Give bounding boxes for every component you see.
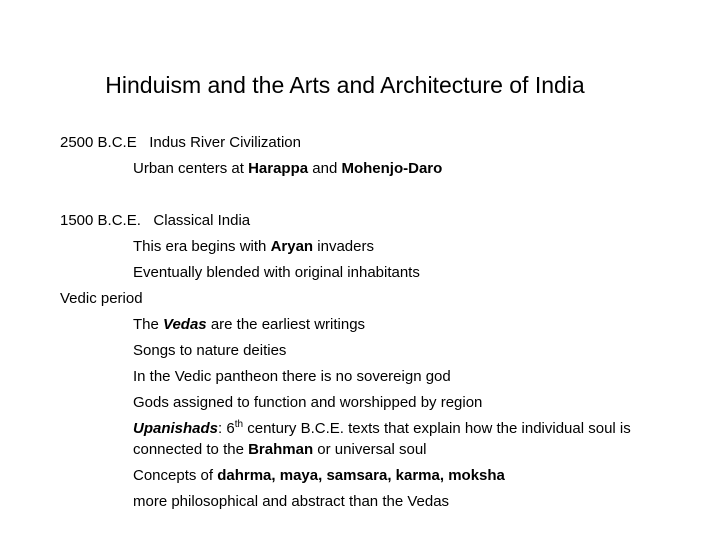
concepts-prefix: Concepts of: [133, 467, 218, 484]
classical-heading-line: [60, 208, 700, 234]
century-text: century B.C.E. texts that explain how the individual soul is connected to the: [133, 420, 631, 458]
vedas-line: [60, 312, 700, 338]
blended-line: Eventually blended with original inhabitants: [133, 264, 420, 281]
songs-line: Songs to nature deities: [133, 342, 287, 359]
century-number: : 6: [218, 420, 235, 437]
concepts-terms: dahrma, maya, samsara, karma, moksha: [217, 467, 505, 484]
philosophical-line: more philosophical and abstract than the Vedas: [133, 493, 450, 510]
mohenjo-term: Mohenjo-Daro: [341, 160, 443, 177]
concepts-line: [60, 463, 700, 489]
aryan-term: Aryan: [270, 238, 314, 255]
vedic-heading: Vedic period: [60, 290, 143, 307]
indus-date: 2500 B.C.E: [60, 134, 137, 151]
classical-heading: Classical India: [153, 212, 251, 229]
urban-prefix: Urban centers at: [133, 160, 249, 177]
indus-urban-line: [60, 156, 700, 182]
vedas-suffix: are the earliest writings: [206, 316, 366, 333]
era-suffix: invaders: [313, 238, 374, 255]
universal-text: or universal soul: [313, 441, 427, 458]
indus-heading-line: [60, 130, 700, 156]
gods-line: Gods assigned to function and worshipped by region: [133, 394, 483, 411]
upanishads-term: Upanishads: [133, 420, 219, 437]
and-text: and: [308, 160, 342, 177]
harappa-term: Harappa: [248, 160, 309, 177]
brahman-term: Brahman: [248, 441, 314, 458]
slide-content: [60, 130, 700, 515]
pantheon-line: In the Vedic pantheon there is no sovereign god: [133, 368, 451, 385]
vedas-term: Vedas: [163, 316, 207, 333]
ordinal-suffix: th: [234, 419, 244, 430]
indus-heading: Indus River Civilization: [149, 134, 301, 151]
slide-title: Hinduism and the Arts and Architecture of India: [105, 72, 585, 98]
upanishads-paragraph: [60, 416, 700, 463]
spacer: [60, 182, 700, 208]
classical-date: 1500 B.C.E.: [60, 212, 141, 229]
vedas-prefix: The: [133, 316, 164, 333]
era-line: [60, 234, 700, 260]
era-prefix: This era begins with: [133, 238, 271, 255]
